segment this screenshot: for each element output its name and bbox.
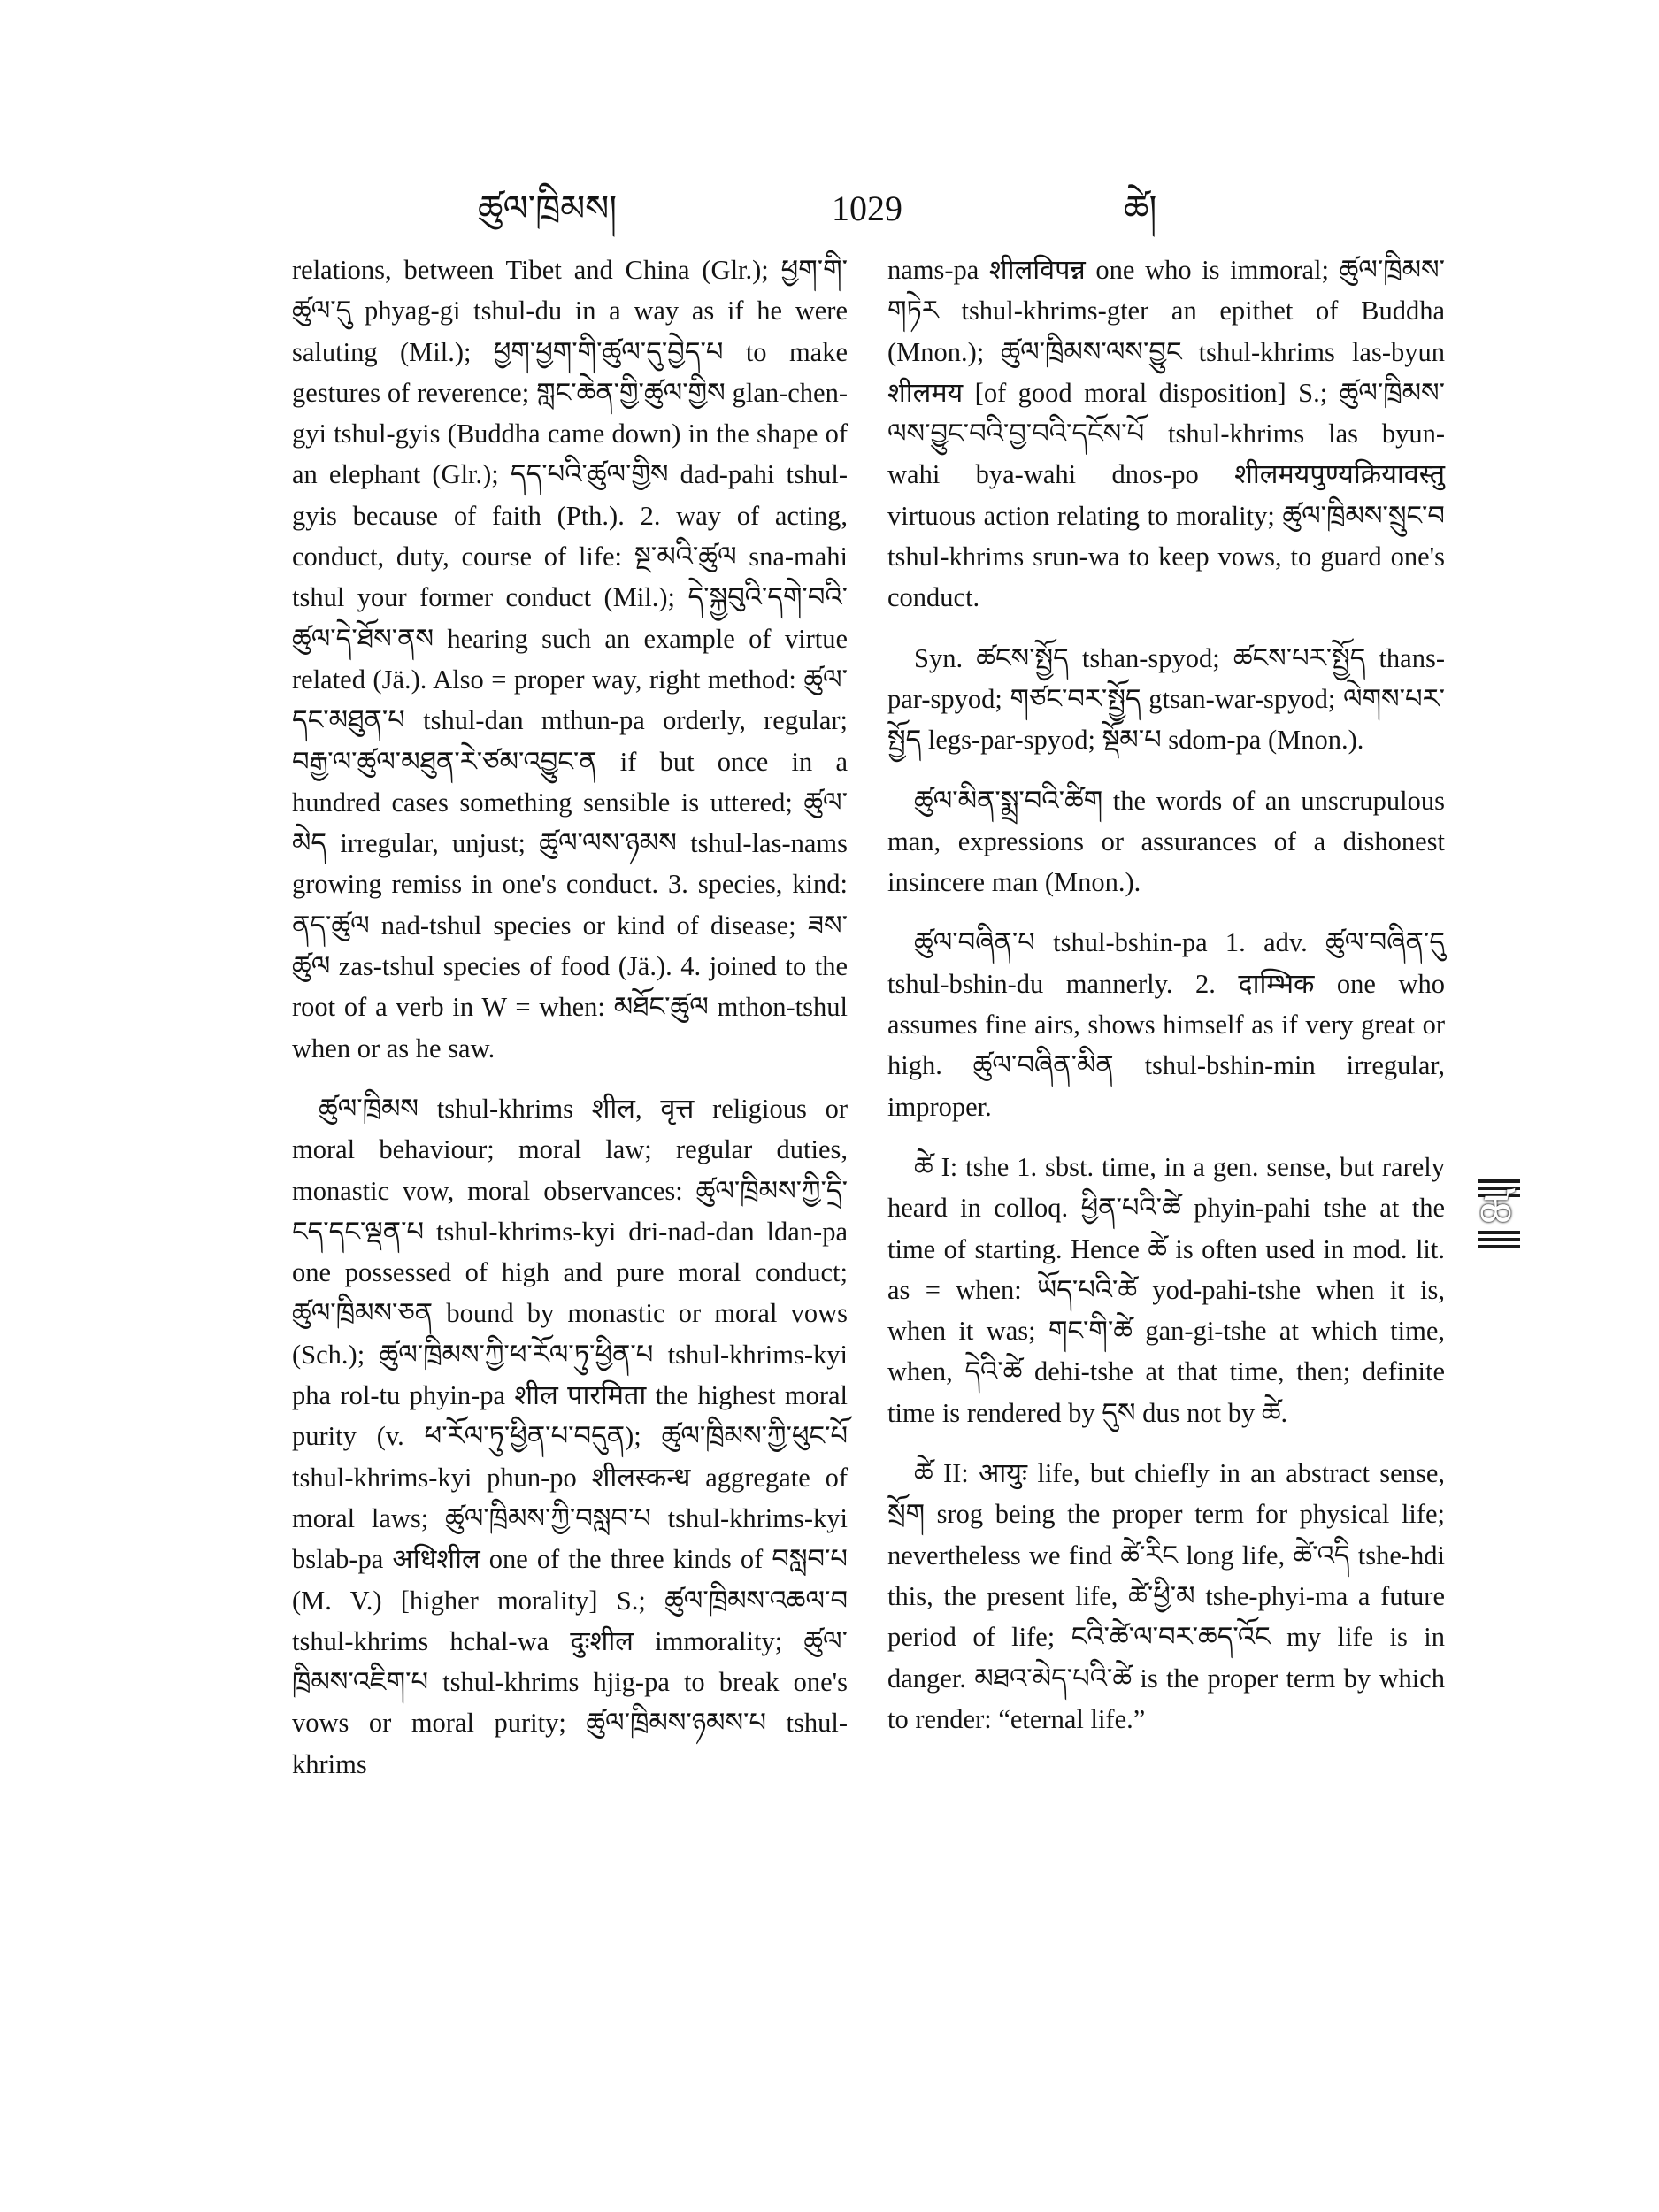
- thumb-index-tab: [1474, 1179, 1524, 1248]
- tab-rule: [1478, 1179, 1520, 1183]
- entry-tshe-2: ཚེ II: आयुः life, but chiefly in an abstract sense, སྲོག srog being the proper term for physical life; nevertheless we find ཚེ་རིང long life, ཚེ་འདི tshe-hdi this, the present life, ཚེ་ཕྱི་མ tshe-phyi-ma a future period of life; ངའི་ཚེ་ལ་བར་ཆད་འོང my life is in danger. མཐའ་མེད་པའི་ཚེ is the proper term by which to render: “eternal life.”: [887, 1458, 1445, 1734]
- right-column: [887, 250, 1445, 1740]
- running-head-right: ཚེ།: [1124, 188, 1157, 228]
- entry-continuation: nams-pa शीलविपन्न one who is immoral; ཚུལ་ཁྲིམས་གཏེར tshul-khrims-gter an epithet of Buddha (Mnon.); ཚུལ་ཁྲིམས་ལས་བྱུང tshul-khrims las-byun शीलमय [of good moral disposition] S.; ཚུལ་ཁྲིམས་ལས་བྱུང་བའི་བྱ་བའི་དངོས་པོ tshul-khrims las byun-wahi bya-wahi dnos-po शीलमयपुण्यक्रियावस्तु virtuous action relating to morality; ཚུལ་ཁྲིམས་སྲུང་བ tshul-khrims srun-wa to keep vows, to guard one's conduct.: [887, 255, 1445, 613]
- entry-tshe-1: ཚེ I: tshe 1. sbst. time, in a gen. sense, but rarely heard in colloq. ཕྱིན་པའི་ཚེ phyin-pahi tshe at the time of starting. Hence ཚེ is often used in mod. lit. as = when: ཡོད་པའི་ཚེ yod-pahi-tshe when it is, when it was; གང་གི་ཚེ gan-gi-tshe at which time, when, དེའི་ཚེ dehi-tshe at that time, then; definite time is rendered by དུས dus not by ཚེ.: [887, 1151, 1445, 1428]
- entry-tshul-min: ཚུལ་མིན་སྨྲ་བའི་ཚིག the words of an unscrupulous man, expressions or assurances of a dishonest insincere man (Mnon.).: [887, 785, 1445, 898]
- left-column: [292, 250, 848, 1785]
- entry-tshul-khrims: ཚུལ་ཁྲིམས tshul-khrims शील, वृत्त religious or moral behaviour; moral law; regular duties, monastic vow, moral observances: ཚུལ་ཁྲིམས་ཀྱི་དྲི་ངད་དང་ལྡན་པ tshul-khrims-kyi dri-nad-dan ldan-pa one possessed of high and pure moral conduct; ཚུལ་ཁྲིམས་ཅན bound by monastic or moral vows (Sch.); ཚུལ་ཁྲིམས་ཀྱི་ཕ་རོལ་ཏུ་ཕྱིན་པ tshul-khrims-kyi pha rol-tu phyin-pa शील पारमिता the highest moral purity (v. ཕ་རོལ་ཏུ་ཕྱིན་པ་བདུན); ཚུལ་ཁྲིམས་ཀྱི་ཕུང་པོ tshul-khrims-kyi phun-po शीलस्कन्ध aggregate of moral laws; ཚུལ་ཁྲིམས་ཀྱི་བསླབ་པ tshul-khrims-kyi bslab-pa अधिशील one of the three kinds of བསླབ་པ (M. V.) [higher morality] S.; ཚུལ་ཁྲིམས་འཆལ་བ tshul-khrims hchal-wa दुःशील immorality; ཚུལ་ཁྲིམས་འཇིག་པ tshul-khrims hjig-pa to break one's vows or moral purity; ཚུལ་ཁྲིམས་ཉམས་པ tshul-khrims: [292, 1093, 848, 1779]
- running-head-left: ཚུལ་ཁྲིམས།: [478, 188, 618, 228]
- entry-continuation: relations, between Tibet and China (Glr.); ཕྱག་གི་ཚུལ་དུ phyag-gi tshul-du in a way as if he were saluting (Mil.); ཕྱག་ཕྱག་གི་ཚུལ་དུ་བྱེད་པ to make gestures of reverence; གླང་ཆེན་གྱི་ཚུལ་གྱིས glan-chen-gyi tshul-gyis (Buddha came down) in the shape of an elephant (Glr.); དད་པའི་ཚུལ་གྱིས dad-pahi tshul-gyis because of faith (Pth.). 2. way of acting, conduct, duty, course of life: སྔ་མའི་ཚུལ sna-mahi tshul your former conduct (Mil.); དེ་སྐྱབུའི་དགེ་བའི་ཚུལ་དེ་ཐོས་ནས hearing such an example of virtue related (Jä.). Also = proper way, right method: ཚུལ་དང་མཐུན་པ tshul-dan mthun-pa orderly, regular; བརྒྱ་ལ་ཚུལ་མཐུན་རེ་ཙམ་འབྱུང་ན if but once in a hundred cases something sensible is uttered; ཚུལ་མེད irregular, unjust; ཚུལ་ལས་ཉམས tshul-las-nams growing remiss in one's conduct. 3. species, kind: ནད་ཚུལ nad-tshul species or kind of disease; ཟས་ཚུལ zas-tshul species of food (Jä.). 4. joined to the root of a verb in W = when: མཐོང་ཚུལ mthon-tshul when or as he saw.: [292, 255, 848, 1064]
- page-number: 1029: [832, 188, 902, 228]
- entry-tshul-bshin-pa: ཚུལ་བཞིན་པ tshul-bshin-pa 1. adv. ཚུལ་བཞིན་དུ tshul-bshin-du mannerly. 2. दाम्भिक one who assumes fine airs, shows himself as if very great or high. ཚུལ་བཞིན་མིན tshul-bshin-min irregular, improper.: [887, 927, 1445, 1122]
- tab-rule: [1478, 1245, 1520, 1248]
- tab-letter: ཚ: [1479, 1187, 1513, 1238]
- synonyms-paragraph: Syn. ཚངས་སྤྱོད tshan-spyod; ཚངས་པར་སྤྱོད thans-par-spyod; གཙང་བར་སྤྱོད gtsan-war-spyod; ལེགས་པར་སྤྱོད legs-par-spyod; སྡོམ་པ sdom-pa (Mnon.).: [887, 642, 1445, 756]
